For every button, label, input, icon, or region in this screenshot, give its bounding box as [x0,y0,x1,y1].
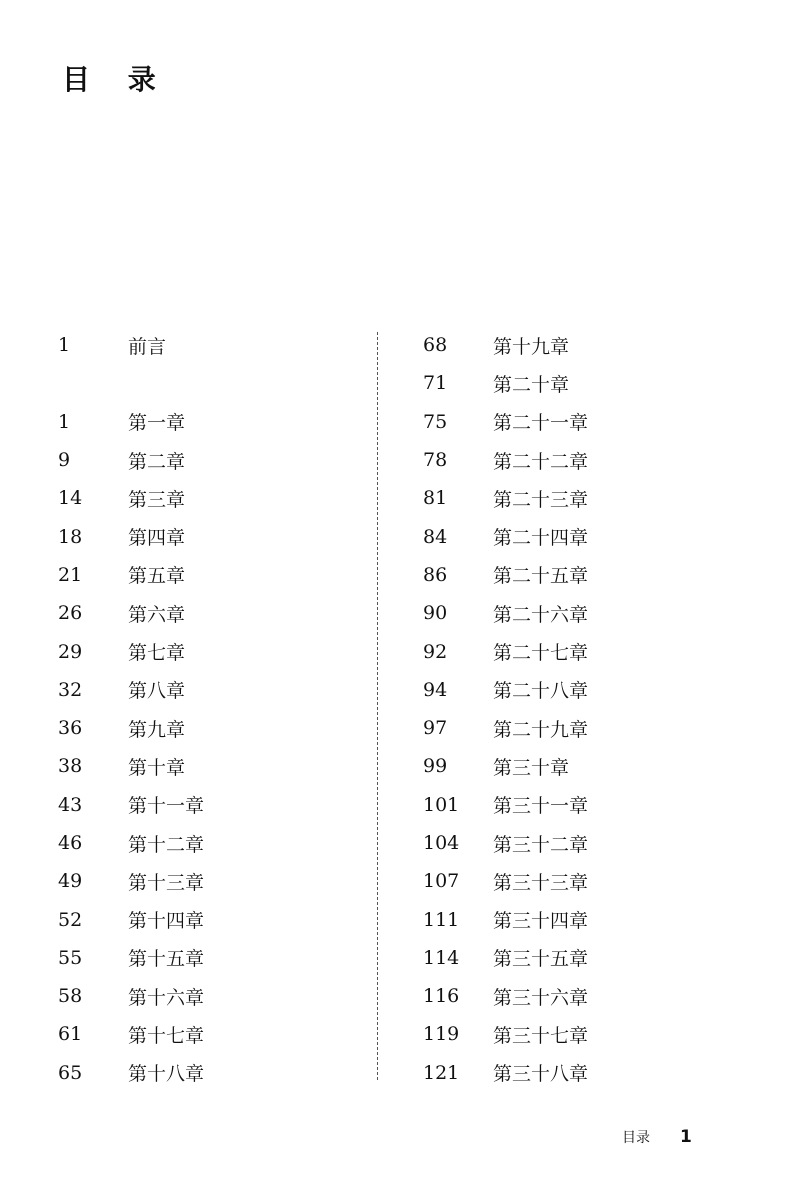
toc-entry[interactable] [423,862,723,900]
toc-page-number: 1 [58,334,71,357]
toc-entry[interactable] [58,786,358,824]
toc-entry[interactable] [58,326,358,364]
toc-page-number: 58 [58,985,83,1008]
toc-page-number: 52 [58,908,83,931]
toc-chapter-title: 第四章 [128,527,186,550]
toc-page-number: 114 [423,946,460,969]
toc-chapter-title: 第三十章 [493,756,570,779]
toc-entry[interactable] [423,1054,723,1092]
toc-entry[interactable] [423,939,723,977]
toc-chapter-title: 第十六章 [128,986,205,1009]
toc-entry[interactable] [423,786,723,824]
toc-page-number: 21 [58,563,83,586]
toc-entry[interactable] [423,1015,723,1053]
toc-chapter-title: 第三十六章 [493,986,589,1009]
toc-entry[interactable] [423,977,723,1015]
toc-entry[interactable] [58,479,358,517]
toc-entry[interactable] [423,364,723,402]
toc-entry[interactable] [423,594,723,632]
toc-entry[interactable] [58,594,358,632]
toc-chapter-title: 第三章 [128,488,186,511]
toc-spacer [58,364,358,402]
toc-entry[interactable] [58,556,358,594]
toc-page-number: 61 [58,1023,83,1046]
toc-chapter-title: 第十七章 [128,1024,205,1047]
toc-chapter-title: 前言 [128,335,167,358]
page-footer [622,1127,692,1147]
toc-entry[interactable] [58,632,358,670]
toc-chapter-title: 第二十六章 [493,603,589,626]
toc-chapter-title: 第二十八章 [493,680,589,703]
toc-entry[interactable] [423,517,723,555]
toc-entry[interactable] [58,1054,358,1092]
toc-chapter-title: 第三十二章 [493,833,589,856]
toc-chapter-title: 第二十三章 [493,488,589,511]
toc-chapter-title: 第十三章 [128,871,205,894]
toc-chapter-title: 第七章 [128,642,186,665]
toc-entry[interactable] [423,326,723,364]
toc-entry[interactable] [58,403,358,441]
toc-entry[interactable] [58,517,358,555]
toc-page-number: 92 [423,640,448,663]
toc-entry[interactable] [423,900,723,938]
toc-entry[interactable] [58,671,358,709]
toc-page-number: 49 [58,870,83,893]
toc-page-number: 101 [423,793,460,816]
toc-chapter-title: 第二十五章 [493,565,589,588]
toc-page-number: 111 [423,908,460,931]
toc-page-number: 121 [423,1061,460,1084]
toc-page-number: 97 [423,717,448,740]
toc-page-number: 65 [58,1061,83,1084]
toc-entry[interactable] [423,441,723,479]
toc-page-number: 43 [58,793,83,816]
toc-entry[interactable] [58,824,358,862]
toc-chapter-title: 第十八章 [128,1063,205,1086]
toc-entry[interactable] [423,709,723,747]
toc-page-number: 86 [423,563,448,586]
toc-chapter-title: 第八章 [128,680,186,703]
toc-page-number: 29 [58,640,83,663]
toc-entry[interactable] [58,709,358,747]
toc-chapter-title: 第十章 [128,756,186,779]
toc-page-number: 38 [58,755,83,778]
toc-chapter-title: 第二十九章 [493,718,589,741]
toc-chapter-title: 第三十三章 [493,871,589,894]
toc-page-number: 75 [423,410,448,433]
toc-chapter-title: 第三十一章 [493,795,589,818]
toc-right-column [423,326,723,1092]
toc-page-number: 119 [423,1023,460,1046]
page-title: 目 录 [62,63,170,96]
toc-chapter-title: 第二章 [128,450,186,473]
toc-page-number: 99 [423,755,448,778]
toc-entry[interactable] [58,939,358,977]
toc-page-number: 104 [423,832,460,854]
toc-chapter-title: 第二十二章 [493,450,589,473]
toc-chapter-title: 第十五章 [128,948,205,971]
toc-entry[interactable] [58,1015,358,1053]
toc-page-number: 1 [58,410,71,433]
toc-chapter-title: 第二十一章 [493,412,589,435]
toc-entry[interactable] [58,900,358,938]
toc-page-number: 26 [58,602,83,625]
toc-chapter-title: 第三十七章 [493,1024,589,1047]
footer-section-label: 目录 [622,1130,650,1146]
toc-entry[interactable] [58,747,358,785]
toc-entry[interactable] [423,632,723,670]
toc-chapter-title: 第十一章 [128,795,205,818]
toc-page-number: 90 [423,602,448,625]
toc-entry[interactable] [423,824,723,862]
toc-chapter-title: 第九章 [128,718,186,741]
footer-page-number: 1 [680,1127,692,1147]
toc-chapter-title: 第二十七章 [493,642,589,665]
toc-page-number: 32 [58,678,83,701]
toc-entry[interactable] [58,862,358,900]
toc-entry[interactable] [58,441,358,479]
toc-entry[interactable] [423,556,723,594]
toc-page-number: 68 [423,334,448,357]
toc-chapter-title: 第二十章 [493,373,570,396]
toc-page-number: 81 [423,487,448,510]
toc-entry[interactable] [423,479,723,517]
toc-chapter-title: 第二十四章 [493,527,589,550]
toc-entry[interactable] [58,977,358,1015]
toc-page-number: 84 [423,525,448,548]
toc-chapter-title: 第三十五章 [493,948,589,971]
toc-page-number: 14 [58,487,83,510]
toc-chapter-title: 第十四章 [128,910,205,933]
toc-chapter-title: 第一章 [128,412,186,435]
toc-page-number: 46 [58,832,83,854]
toc-page-number: 9 [58,449,71,472]
toc-chapter-title: 第五章 [128,565,186,588]
toc-chapter-title: 第十二章 [128,833,205,856]
toc-entry[interactable] [423,671,723,709]
toc-page-number: 71 [423,372,448,395]
toc-chapter-title: 第三十四章 [493,910,589,933]
toc-chapter-title: 第三十八章 [493,1063,589,1086]
toc-page-number: 36 [58,717,83,740]
toc-page-number: 94 [423,678,448,701]
column-divider [377,332,378,1080]
toc-chapter-title: 第六章 [128,603,186,626]
toc-left-column [58,326,358,1092]
toc-page-number: 78 [423,449,448,472]
toc-page-number: 116 [423,985,460,1008]
toc-page-number: 107 [423,870,460,893]
toc-entry[interactable] [423,403,723,441]
toc-entry[interactable] [423,747,723,785]
toc-page-number: 55 [58,946,83,969]
toc-page-number: 18 [58,525,83,548]
toc-chapter-title: 第十九章 [493,335,570,358]
